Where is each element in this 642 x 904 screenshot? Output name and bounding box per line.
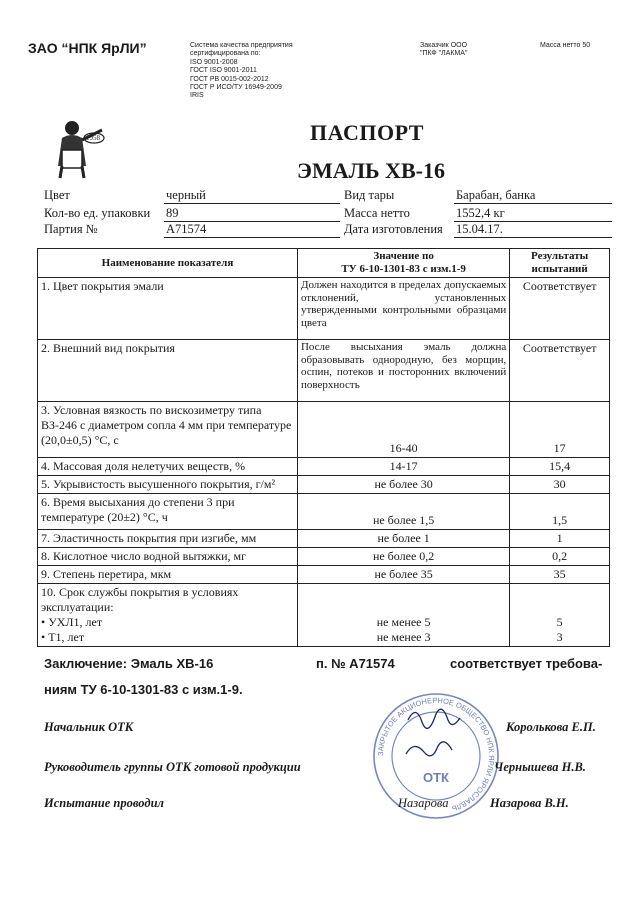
table-row [38,584,610,647]
table-header-row [38,249,610,278]
customer-name: "ПКФ "ЛАКМА" [420,50,468,58]
row-name: 3. Условная вязкость по вискозиметру типа ВЗ-246 с диаметром сопла 4 мм при температуре (20,0±0,5) °С, с [38,402,298,458]
signature-role-tester: Испытание проводил [44,796,164,810]
row-value [297,584,509,647]
row-name: 2. Внешний вид покрытия [38,340,298,402]
batch-label: Партия № [44,222,98,236]
row-name: 5. Укрывистость высушенного покрытия, г/м² [38,476,298,494]
row-result: 15,4 [510,458,610,476]
header-result [510,249,610,278]
row-value: После высыхания эмаль должна образовывать однородную, без морщин, оспин, потеков и посторонних включений поверхность [297,340,509,402]
row-result [510,584,610,647]
table-row [38,494,610,530]
cert-line: ISO 9001-2008 [190,58,238,66]
row-name: 1. Цвет покрытия эмали [38,278,298,340]
row-name: 6. Время высыхания до степени 3 при температуре (20±2) °С, ч [38,494,298,530]
row-value: не более 1 [297,530,509,548]
cert-line: Система качества предприятия [190,42,293,49]
row-name: 4. Массовая доля нелетучих веществ, % [38,458,298,476]
stamp-outer-text: ЗАКРЫТОЕ АКЦИОНЕРНОЕ ОБЩЕСТВО НПК ЯРЛИ ЯРОСЛАВЛЬ [375,695,497,814]
row-value: не более 1,5 [297,494,509,530]
logo-year: 1958 [86,134,100,142]
table-row [38,458,610,476]
batch-value: А71574 [164,222,340,238]
color-label: Цвет [44,188,70,202]
cert-line: ГОСТ РВ 0015-002-2012 [190,75,269,83]
packaging-label: Вид тары [344,188,395,202]
row-name: 9. Степень перетира, мкм [38,566,298,584]
header-net-mass: Масса нетто 50 [540,42,591,49]
header-name: Наименование показателя [38,249,298,278]
table-row [38,402,610,458]
table-row [38,278,610,340]
header-value-line: Значение по [373,250,434,262]
conclusion-conformity: соответствует требова- [450,656,603,671]
header-result-line: Результаты [531,250,589,262]
row-result: Соответствует [510,340,610,402]
signature-role-otk-head: Начальник ОТК [44,720,134,734]
row-name: 7. Эластичность покрытия при изгибе, мм [38,530,298,548]
row-sub-value: не менее 3 [376,630,431,644]
qty-value: 89 [164,206,340,222]
mass-value: 1552,4 кг [454,206,612,222]
row-result: 35 [510,566,610,584]
packaging-value: Барабан, банка [454,188,612,204]
row-result: 1,5 [510,494,610,530]
row-name [38,584,298,647]
row-value: не более 35 [297,566,509,584]
row-value: 16-40 [297,402,509,458]
signature-scribble-icon [398,700,478,770]
row-sub-name: • Т1, лет [41,630,85,644]
table-row [38,476,610,494]
table-row [38,530,610,548]
qty-label: Кол-во ед. упаковки [44,206,151,220]
product-title: ЭМАЛЬ ХВ-16 [297,158,445,183]
header-value [297,249,509,278]
row-result: 1 [510,530,610,548]
cert-line: ГОСТ ISO 9001-2011 [190,67,257,75]
company-name: ЗАО “НПК ЯрЛИ” [28,40,147,56]
conclusion-batch: п. № А71574 [316,656,395,671]
row-name: 8. Кислотное число водной вытяжки, мг [38,548,298,566]
conclusion-line [44,656,614,671]
signature-role-group-head: Руководитель группы ОТК готовой продукции [44,760,301,774]
row-value: Должен находится в пределах допускаемых отклонений, установленных утвержденными контрольными образцами цвета [297,278,509,340]
row-sub-result: 3 [556,630,563,644]
certification-block [190,42,293,101]
spec-table [37,248,610,647]
customer-block [420,42,467,59]
row-value: 14-17 [297,458,509,476]
row-sub-value: не менее 5 [376,615,431,629]
table-row [38,566,610,584]
header-value-line: ТУ 6-10-1301-83 с изм.1-9 [341,263,466,275]
row-sub-name: • УХЛ1, лет [41,615,103,629]
row-name-line: 10. Срок службы покрытия в условиях эксплуатации: [41,585,239,614]
row-value: не более 0,2 [297,548,509,566]
row-result: Соответствует [510,278,610,340]
conclusion-line-2: ниям ТУ 6-10-1301-83 с изм.1-9. [44,682,243,697]
row-result: 17 [510,402,610,458]
row-value: не более 30 [297,476,509,494]
cert-line: IRIS [190,92,204,100]
customer-label: Заказчик ООО [420,42,468,49]
color-value: черный [164,188,340,204]
row-sub-result: 5 [556,615,563,629]
signature-handwritten-tester: Назарова [398,796,449,810]
stamp-center-text: ОТК [423,770,449,785]
row-result: 30 [510,476,610,494]
mass-label: Масса нетто [344,206,410,220]
header-result-line: испытаний [531,263,588,275]
cert-line: ГОСТ Р ИСО/ТУ 16949-2009 [190,84,282,92]
table-row [38,340,610,402]
page-title: ПАСПОРТ [310,120,424,145]
signature-name-otk-head: Королькова Е.П. [506,720,596,734]
conclusion-text: Заключение: Эмаль ХВ-16 [44,656,214,671]
table-row [38,548,610,566]
signature-name-group-head: Чернышева Н.В. [494,760,586,774]
row-result: 0,2 [510,548,610,566]
date-label: Дата изготовления [344,222,443,236]
cert-line: сертифицирована по: [190,50,261,58]
date-value: 15.04.17. [454,222,612,238]
signature-name-tester: Назарова В.Н. [490,796,569,810]
